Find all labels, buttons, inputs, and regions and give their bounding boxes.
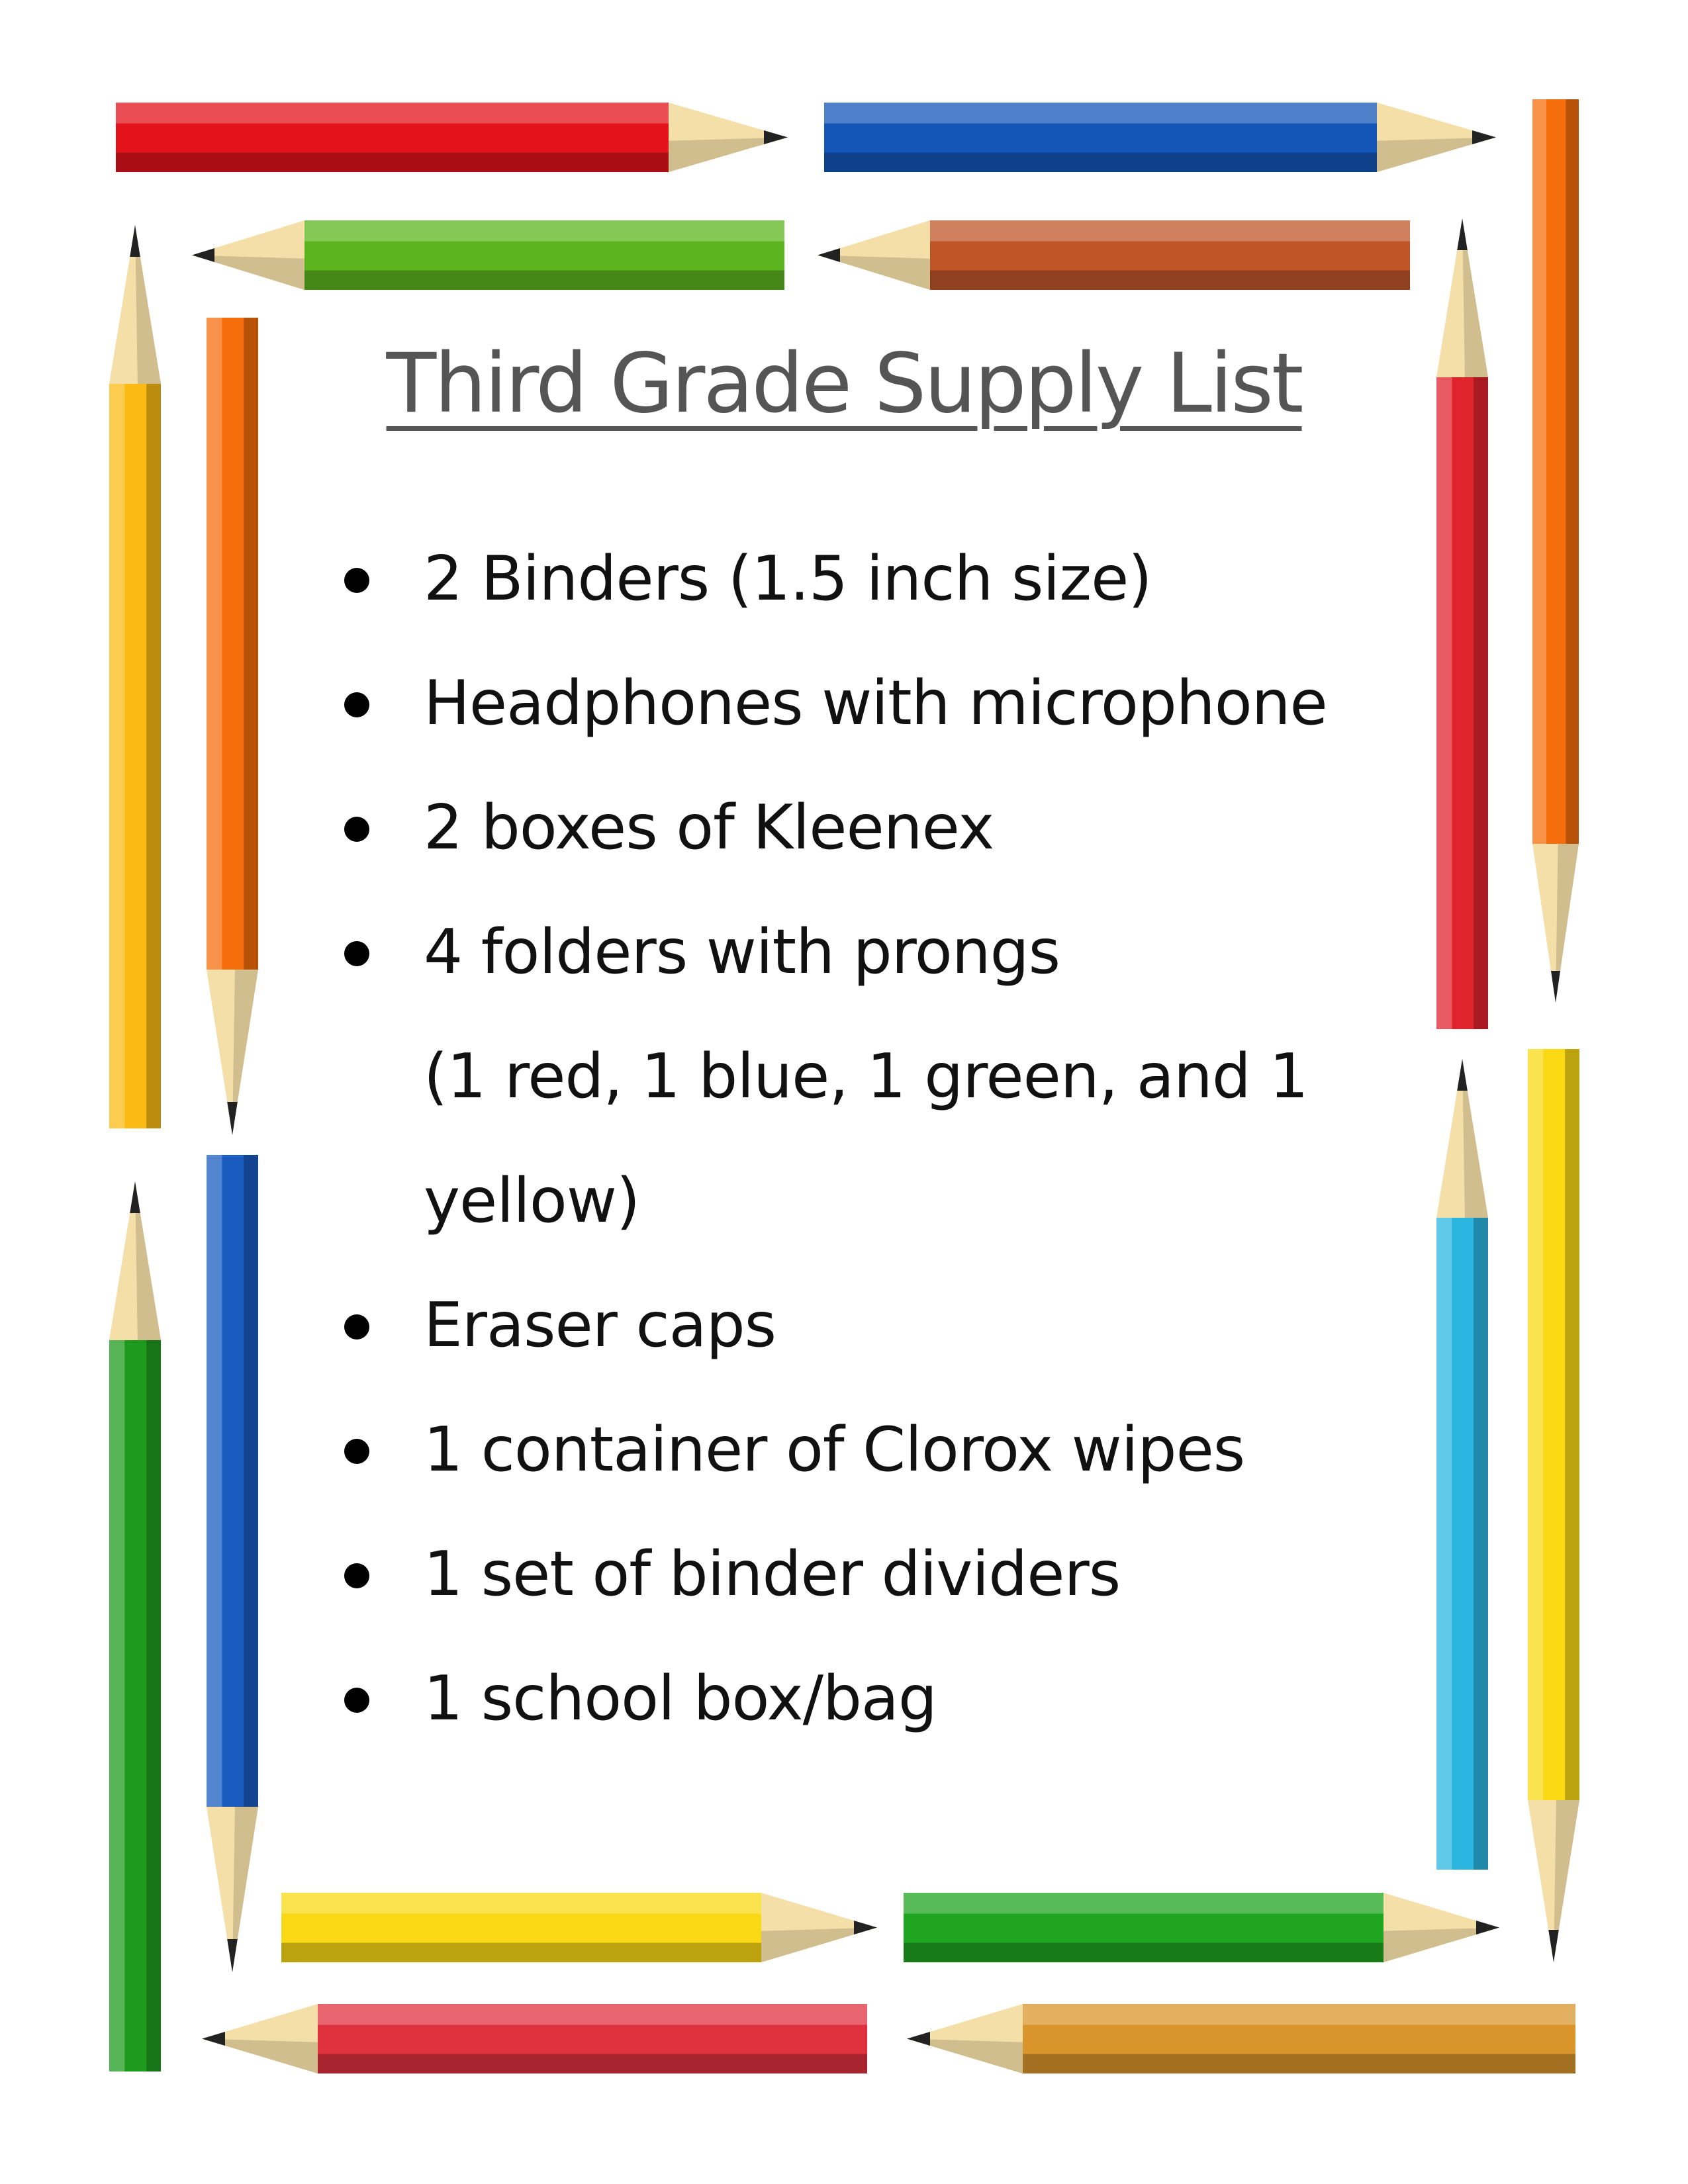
bullet-icon [344, 1439, 369, 1464]
bullet-icon [344, 692, 369, 717]
list-item [331, 641, 1423, 765]
lemon-pencil [1528, 1049, 1579, 1962]
list-item-text: 1 set of binder dividers [424, 1538, 1121, 1610]
orange-pencil-right [1532, 99, 1579, 1003]
red-pencil [116, 103, 788, 172]
supply-list [331, 516, 1423, 1760]
list-item-text: Headphones with microphone [424, 667, 1327, 739]
green-pencil-bottom [904, 1893, 1499, 1962]
bullet-icon [344, 568, 369, 593]
list-item [331, 889, 1423, 1014]
list-item-text: 2 boxes of Kleenex [424, 792, 994, 863]
blue-pencil [824, 103, 1496, 172]
bullet-icon [344, 1563, 369, 1588]
cyan-pencil [1436, 1059, 1488, 1870]
lemon-pencil-bottom [281, 1893, 877, 1962]
bullet-icon [344, 941, 369, 966]
orange-pencil [207, 318, 258, 1135]
list-item-continuation: (1 red, 1 blue, 1 green, and 1 [424, 1040, 1308, 1112]
list-item-text: 1 container of Clorox wipes [424, 1414, 1245, 1485]
list-item-text: 4 folders with prongs [424, 916, 1060, 987]
list-item [331, 765, 1423, 889]
bullet-icon [344, 1314, 369, 1340]
red-pencil-bottom [202, 2004, 867, 2073]
list-item-text: 2 Binders (1.5 inch size) [424, 543, 1152, 614]
list-item [331, 1512, 1423, 1636]
list-item [331, 1263, 1423, 1387]
bullet-icon [344, 1688, 369, 1713]
list-item [331, 516, 1423, 641]
red-pencil-right [1436, 218, 1488, 1029]
list-item-text: 1 school box/bag [424, 1662, 937, 1734]
list-item [331, 1387, 1423, 1512]
ochre-pencil [907, 2004, 1575, 2073]
list-item-continuation: yellow) [424, 1165, 640, 1236]
green-pencil [192, 220, 784, 290]
green-pencil-left [109, 1181, 161, 2071]
brown-pencil [818, 220, 1410, 290]
yellow-pencil [109, 225, 161, 1128]
page-title: Third Grade Supply List [386, 336, 1302, 432]
list-item-text: Eraser caps [424, 1289, 776, 1361]
list-item [331, 1636, 1423, 1760]
bullet-icon [344, 817, 369, 842]
blue-pencil-left [207, 1155, 258, 1972]
